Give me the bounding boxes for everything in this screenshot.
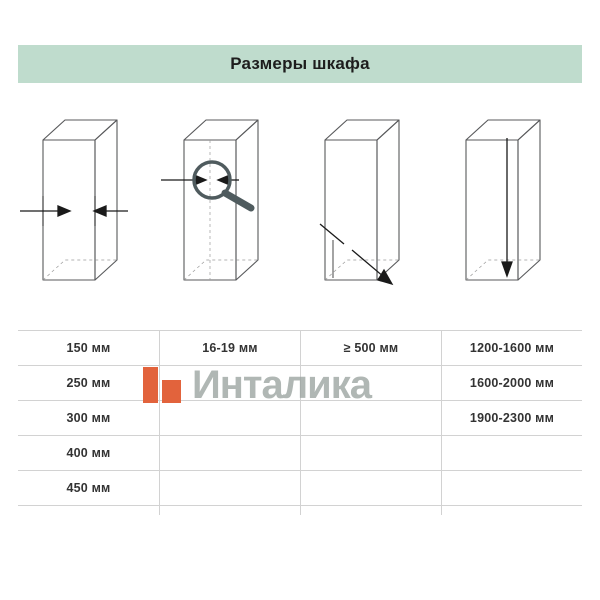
magnifier-icon — [194, 162, 251, 208]
page-title: Размеры шкафа — [230, 54, 370, 73]
table-column-width — [18, 330, 159, 515]
cabinet-diagrams — [18, 100, 582, 315]
table-cell — [301, 366, 441, 401]
cabinet-width-diagram — [18, 100, 159, 315]
table-cell: 1600-2000 мм — [442, 366, 582, 401]
cabinet-height-svg — [441, 100, 582, 315]
table-cell: 1900-2300 мм — [442, 401, 582, 436]
table-cell: 250 мм — [18, 366, 159, 401]
table-cell-empty — [160, 436, 300, 471]
table-cell-empty — [160, 471, 300, 506]
table-cell — [301, 401, 441, 436]
cabinet-width-svg — [18, 100, 159, 315]
table-cell — [160, 366, 300, 401]
cabinet-thickness-svg — [159, 100, 300, 315]
table-cell: 16-19 мм — [160, 330, 300, 366]
table-cell: 300 мм — [18, 401, 159, 436]
table-cell: 1200-1600 мм — [442, 330, 582, 366]
table-cell — [160, 401, 300, 436]
table-cell-empty — [301, 436, 441, 471]
table-cell: 150 мм — [18, 330, 159, 366]
page-title-bar — [18, 45, 582, 83]
cabinet-height-diagram — [441, 100, 582, 315]
cabinet-depth-svg — [300, 100, 441, 315]
table-cell-empty — [442, 471, 582, 506]
table-column-thickness — [159, 330, 300, 515]
cabinet-thickness-diagram — [159, 100, 300, 315]
table-cell: 450 мм — [18, 471, 159, 506]
table-cell-empty — [442, 436, 582, 471]
dimensions-table — [18, 330, 582, 515]
table-cell: 400 мм — [18, 436, 159, 471]
table-column-height — [441, 330, 582, 515]
cabinet-depth-diagram — [300, 100, 441, 315]
table-cell-empty — [301, 471, 441, 506]
table-column-depth — [300, 330, 441, 515]
watermark-text: Инталика — [192, 363, 372, 407]
table-cell: ≥ 500 мм — [301, 330, 441, 366]
